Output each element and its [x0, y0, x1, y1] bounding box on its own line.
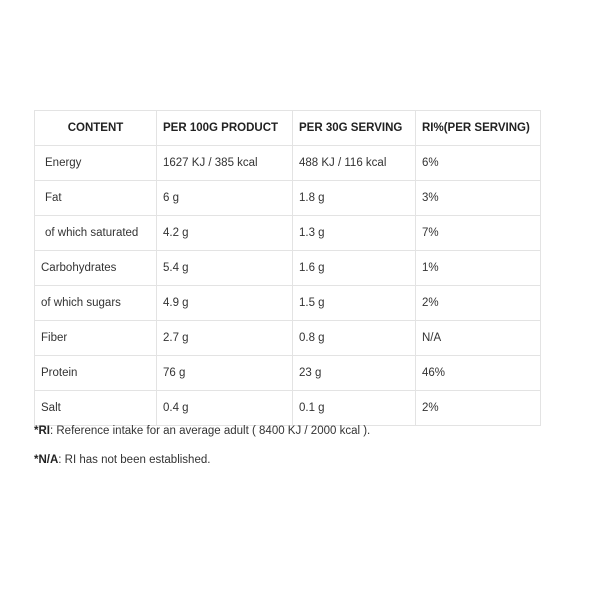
header-content: CONTENT	[35, 111, 157, 146]
cell-per-100g: 5.4 g	[157, 251, 293, 286]
table-row	[35, 181, 541, 216]
table-header-row	[35, 111, 541, 146]
row-label: Energy	[35, 146, 157, 181]
cell-ri-percent: 7%	[416, 216, 541, 251]
row-label: of which sugars	[35, 286, 157, 321]
cell-per-30g: 0.8 g	[293, 321, 416, 356]
cell-per-100g: 0.4 g	[157, 391, 293, 426]
header-per-100g: PER 100G PRODUCT	[157, 111, 293, 146]
nutrition-facts-table-wrapper	[34, 110, 540, 426]
cell-ri-percent: 46%	[416, 356, 541, 391]
cell-ri-percent: 1%	[416, 251, 541, 286]
cell-per-100g: 6 g	[157, 181, 293, 216]
table-row	[35, 356, 541, 391]
cell-per-30g: 23 g	[293, 356, 416, 391]
cell-per-100g: 76 g	[157, 356, 293, 391]
table-row	[35, 251, 541, 286]
cell-ri-percent: 6%	[416, 146, 541, 181]
nutrition-facts-table	[34, 110, 541, 426]
header-per-30g: PER 30G SERVING	[293, 111, 416, 146]
table-row	[35, 286, 541, 321]
cell-per-100g: 4.9 g	[157, 286, 293, 321]
row-label: Fat	[35, 181, 157, 216]
table-row	[35, 216, 541, 251]
footnote-ri-text: : Reference intake for an average adult ( 8400 KJ / 2000 kcal ).	[49, 425, 371, 437]
row-label: Fiber	[35, 321, 157, 356]
footnote-ri-key: *RI	[34, 425, 50, 437]
footnote-na	[34, 454, 210, 466]
footnote-na-key: *N/A	[34, 454, 59, 466]
cell-per-30g: 0.1 g	[293, 391, 416, 426]
table-row	[35, 146, 541, 181]
footnote-ri	[34, 425, 370, 437]
table-row	[35, 321, 541, 356]
cell-per-30g: 1.3 g	[293, 216, 416, 251]
cell-per-30g: 1.5 g	[293, 286, 416, 321]
footnote-na-text: : RI has not been established.	[58, 454, 211, 466]
row-label: Protein	[35, 356, 157, 391]
row-label: Salt	[35, 391, 157, 426]
row-label: Carbohydrates	[35, 251, 157, 286]
cell-ri-percent: 2%	[416, 286, 541, 321]
cell-per-30g: 1.6 g	[293, 251, 416, 286]
table-row	[35, 391, 541, 426]
cell-per-30g: 488 KJ / 116 kcal	[293, 146, 416, 181]
cell-ri-percent: 2%	[416, 391, 541, 426]
cell-ri-percent: N/A	[416, 321, 541, 356]
header-ri-percent: RI%(PER SERVING)	[416, 111, 541, 146]
cell-per-30g: 1.8 g	[293, 181, 416, 216]
row-label: of which saturated	[35, 216, 157, 251]
cell-per-100g: 4.2 g	[157, 216, 293, 251]
cell-per-100g: 1627 KJ / 385 kcal	[157, 146, 293, 181]
cell-per-100g: 2.7 g	[157, 321, 293, 356]
cell-ri-percent: 3%	[416, 181, 541, 216]
